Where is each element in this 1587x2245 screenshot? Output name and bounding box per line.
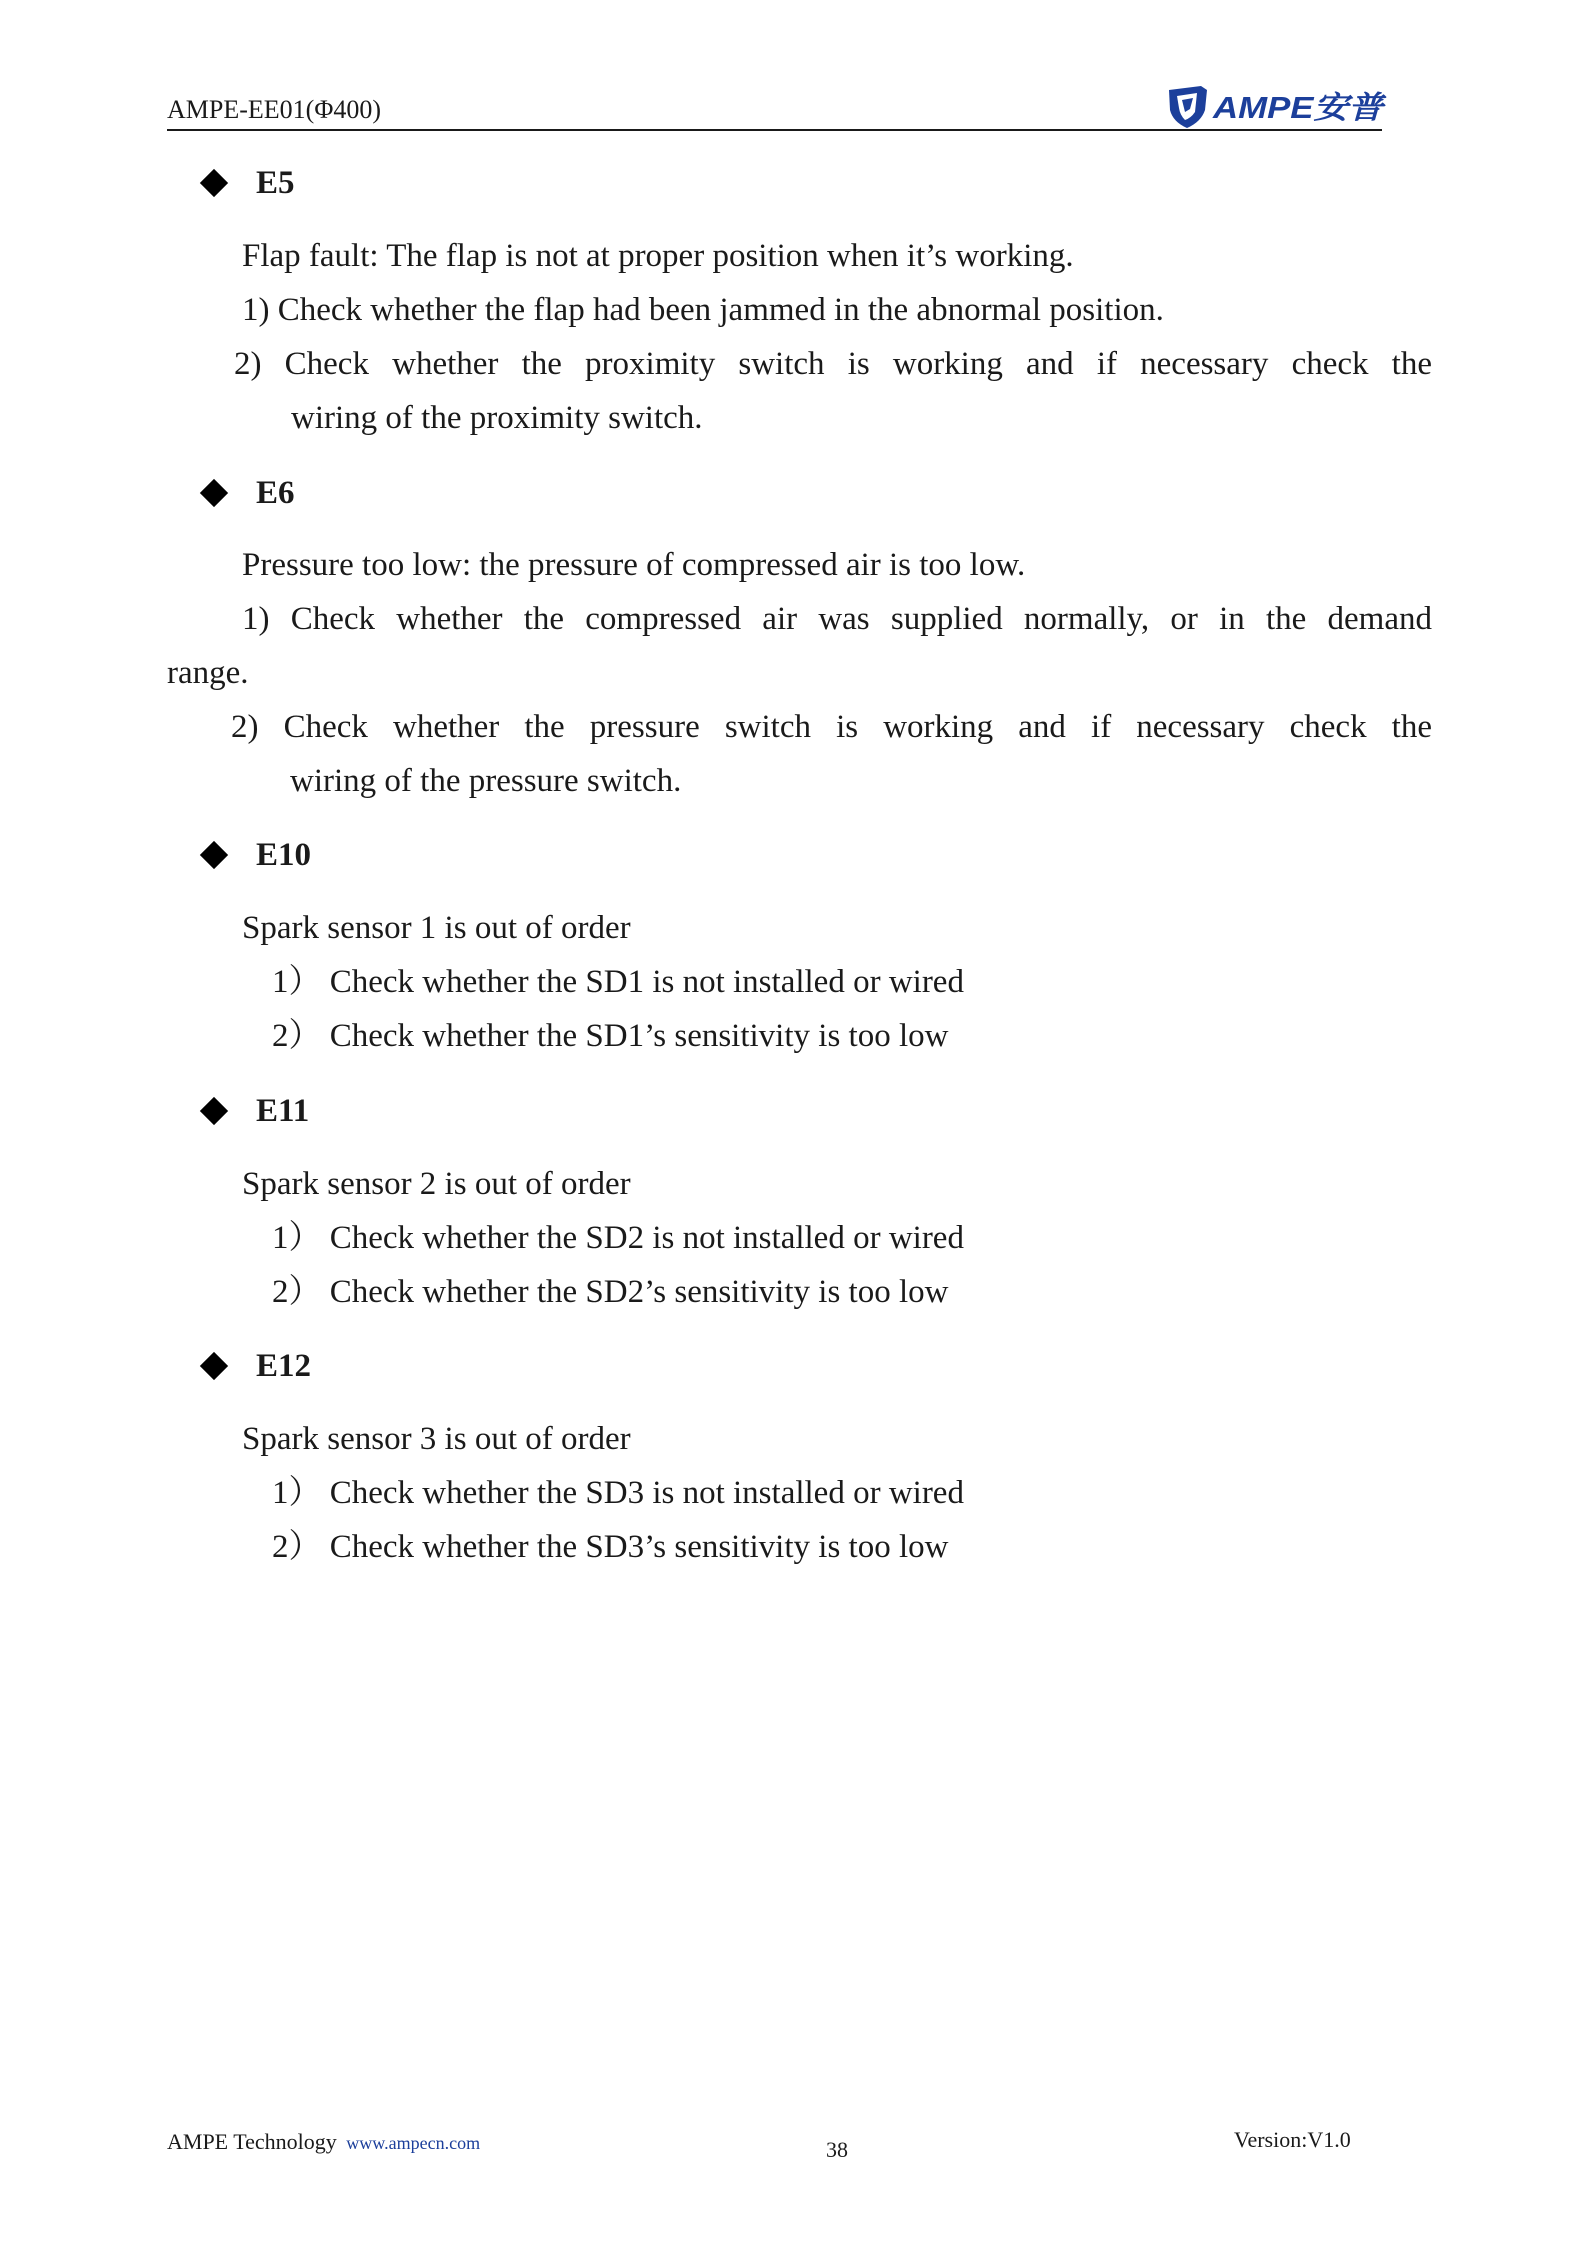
check-item: 1) Check whether the flap had been jammed in the abnormal position. — [242, 292, 1164, 328]
footer-company — [167, 2128, 480, 2157]
company-name: AMPE Technology — [167, 2129, 337, 2154]
diamond-bullet-icon — [200, 479, 228, 507]
section-heading-e11 — [200, 1090, 309, 1132]
check-item: 1） Check whether the SD3 is not installed or wired — [272, 1475, 964, 1511]
check-item: 1） Check whether the SD2 is not installed or wired — [272, 1220, 964, 1256]
header-rule — [167, 129, 1382, 131]
check-item: 2) Check whether the pressure switch is working and if necessary check the — [231, 709, 1432, 745]
page-header — [167, 82, 1388, 134]
check-item: 2） Check whether the SD3’s sensitivity is too low — [272, 1529, 949, 1565]
logo-text: AMPE安普 — [1211, 90, 1388, 125]
section-description: Spark sensor 2 is out of order — [242, 1166, 631, 1202]
section-heading-e10 — [200, 834, 311, 876]
section-heading-e6 — [200, 472, 295, 514]
check-item: 2） Check whether the SD2’s sensitivity is too low — [272, 1274, 949, 1310]
section-code: E6 — [256, 475, 295, 511]
section-description: Flap fault: The flap is not at proper position when it’s working. — [242, 238, 1074, 274]
section-code: E12 — [256, 1348, 312, 1384]
check-item: 1) Check whether the compressed air was supplied normally, or in the demand — [242, 601, 1432, 637]
company-url-link[interactable]: www.ampecn.com — [346, 2133, 481, 2153]
section-description: Spark sensor 3 is out of order — [242, 1421, 631, 1457]
document-version: Version:V1.0 — [1234, 2127, 1351, 2152]
section-description: Spark sensor 1 is out of order — [242, 910, 631, 946]
check-item: 2） Check whether the SD1’s sensitivity is too low — [272, 1018, 949, 1054]
check-item-continuation: range. — [167, 655, 249, 691]
check-item: 1） Check whether the SD1 is not installed or wired — [272, 964, 964, 1000]
diamond-bullet-icon — [200, 841, 228, 869]
diamond-bullet-icon — [200, 1352, 228, 1380]
check-item-continuation: wiring of the pressure switch. — [290, 763, 682, 799]
section-description: Pressure too low: the pressure of compressed air is too low. — [242, 547, 1026, 583]
diamond-bullet-icon — [200, 169, 228, 197]
ampe-logo — [1167, 82, 1389, 130]
document-title: AMPE-EE01(Φ400) — [167, 95, 381, 124]
section-heading-e5 — [200, 162, 295, 204]
check-item: 2) Check whether the proximity switch is working and if necessary check the — [234, 346, 1432, 382]
diamond-bullet-icon — [200, 1097, 228, 1125]
section-code: E5 — [256, 165, 295, 201]
page-number: 38 — [826, 2137, 848, 2162]
section-code: E10 — [256, 837, 312, 873]
section-code: E11 — [256, 1093, 310, 1129]
check-item-continuation: wiring of the proximity switch. — [291, 400, 703, 436]
section-heading-e12 — [200, 1345, 311, 1387]
